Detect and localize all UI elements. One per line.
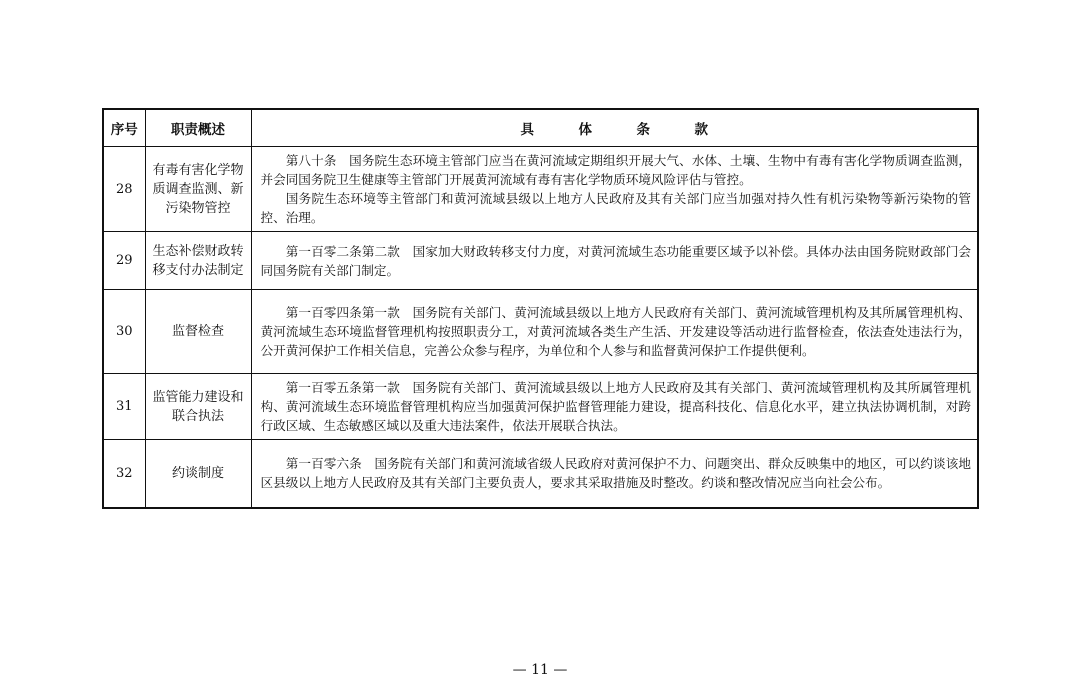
regulations-table — [102, 108, 979, 509]
row-provisions — [251, 374, 978, 440]
table-row — [103, 290, 978, 374]
page-number: — 11 — — [512, 662, 568, 678]
provision-paragraph: 第八十条 国务院生态环境主管部门应当在黄河流域定期组织开展大气、水体、土壤、生物中有毒有害化学物质调查监测，并会同国务院卫生健康等主管部门开展黄河流域有毒有害化学物质环境风险评估与管控。 — [260, 153, 971, 187]
header-duty-summary: 职责概述 — [145, 109, 251, 147]
row-number: 31 — [103, 374, 145, 440]
row-number: 30 — [103, 290, 145, 374]
row-provisions — [251, 290, 978, 374]
row-provisions — [251, 232, 978, 290]
row-number: 29 — [103, 232, 145, 290]
header-char: 具 — [520, 122, 534, 138]
table-header-row — [103, 109, 978, 147]
table-row — [103, 147, 978, 232]
provision-paragraph: 第一百零四条第一款 国务院有关部门、黄河流域县级以上地方人民政府有关部门、黄河流域管理机构及其所属管理机构、黄河流域生态环境监督管理机构按照职责分工，对黄河流域各类生产生活、开发建设等活动进行监督检查，依法查处违法行为，公开黄河保护工作相关信息，完善公众参与程序，为单位和个人参与和监督黄河保护工作提供便利。 — [260, 305, 971, 358]
header-char: 体 — [578, 122, 592, 138]
row-duty-summary: 生态补偿财政转移支付办法制定 — [145, 232, 251, 290]
header-specific-provisions — [251, 109, 978, 147]
provision-paragraph: 第一百零五条第一款 国务院有关部门、黄河流域县级以上地方人民政府及其有关部门、黄河流域管理机构及其所属管理机构、黄河流域生态环境监督管理机构应当加强黄河保护监督管理能力建设，提高科技化、信息化水平，建立执法协调机制，对跨行政区域、生态敏感区域以及重大违法案件，依法开展联合执法。 — [260, 380, 971, 433]
row-number: 28 — [103, 147, 145, 232]
provision-paragraph: 第一百零六条 国务院有关部门和黄河流域省级人民政府对黄河保护不力、问题突出、群众反映集中的地区，可以约谈该地区县级以上地方人民政府及其有关部门主要负责人，要求其采取措施及时整改。约谈和整改情况应当向社会公布。 — [260, 456, 971, 491]
table-row — [103, 232, 978, 290]
provision-paragraph: 国务院生态环境等主管部门和黄河流域县级以上地方人民政府及其有关部门应当加强对持久性有机污染物等新污染物的管控、治理。 — [260, 191, 971, 225]
row-duty-summary: 监管能力建设和联合执法 — [145, 374, 251, 440]
header-serial-number: 序号 — [103, 109, 145, 147]
row-duty-summary: 有毒有害化学物质调查监测、新污染物管控 — [145, 147, 251, 232]
row-duty-summary: 监督检查 — [145, 290, 251, 374]
header-char: 款 — [694, 122, 708, 138]
table-row — [103, 374, 978, 440]
header-char: 条 — [636, 122, 650, 138]
row-duty-summary: 约谈制度 — [145, 440, 251, 508]
row-provisions — [251, 440, 978, 508]
table-row — [103, 440, 978, 508]
row-provisions — [251, 147, 978, 232]
provision-paragraph: 第一百零二条第二款 国家加大财政转移支付力度，对黄河流域生态功能重要区域予以补偿。具体办法由国务院财政部门会同国务院有关部门制定。 — [260, 243, 971, 278]
row-number: 32 — [103, 440, 145, 508]
